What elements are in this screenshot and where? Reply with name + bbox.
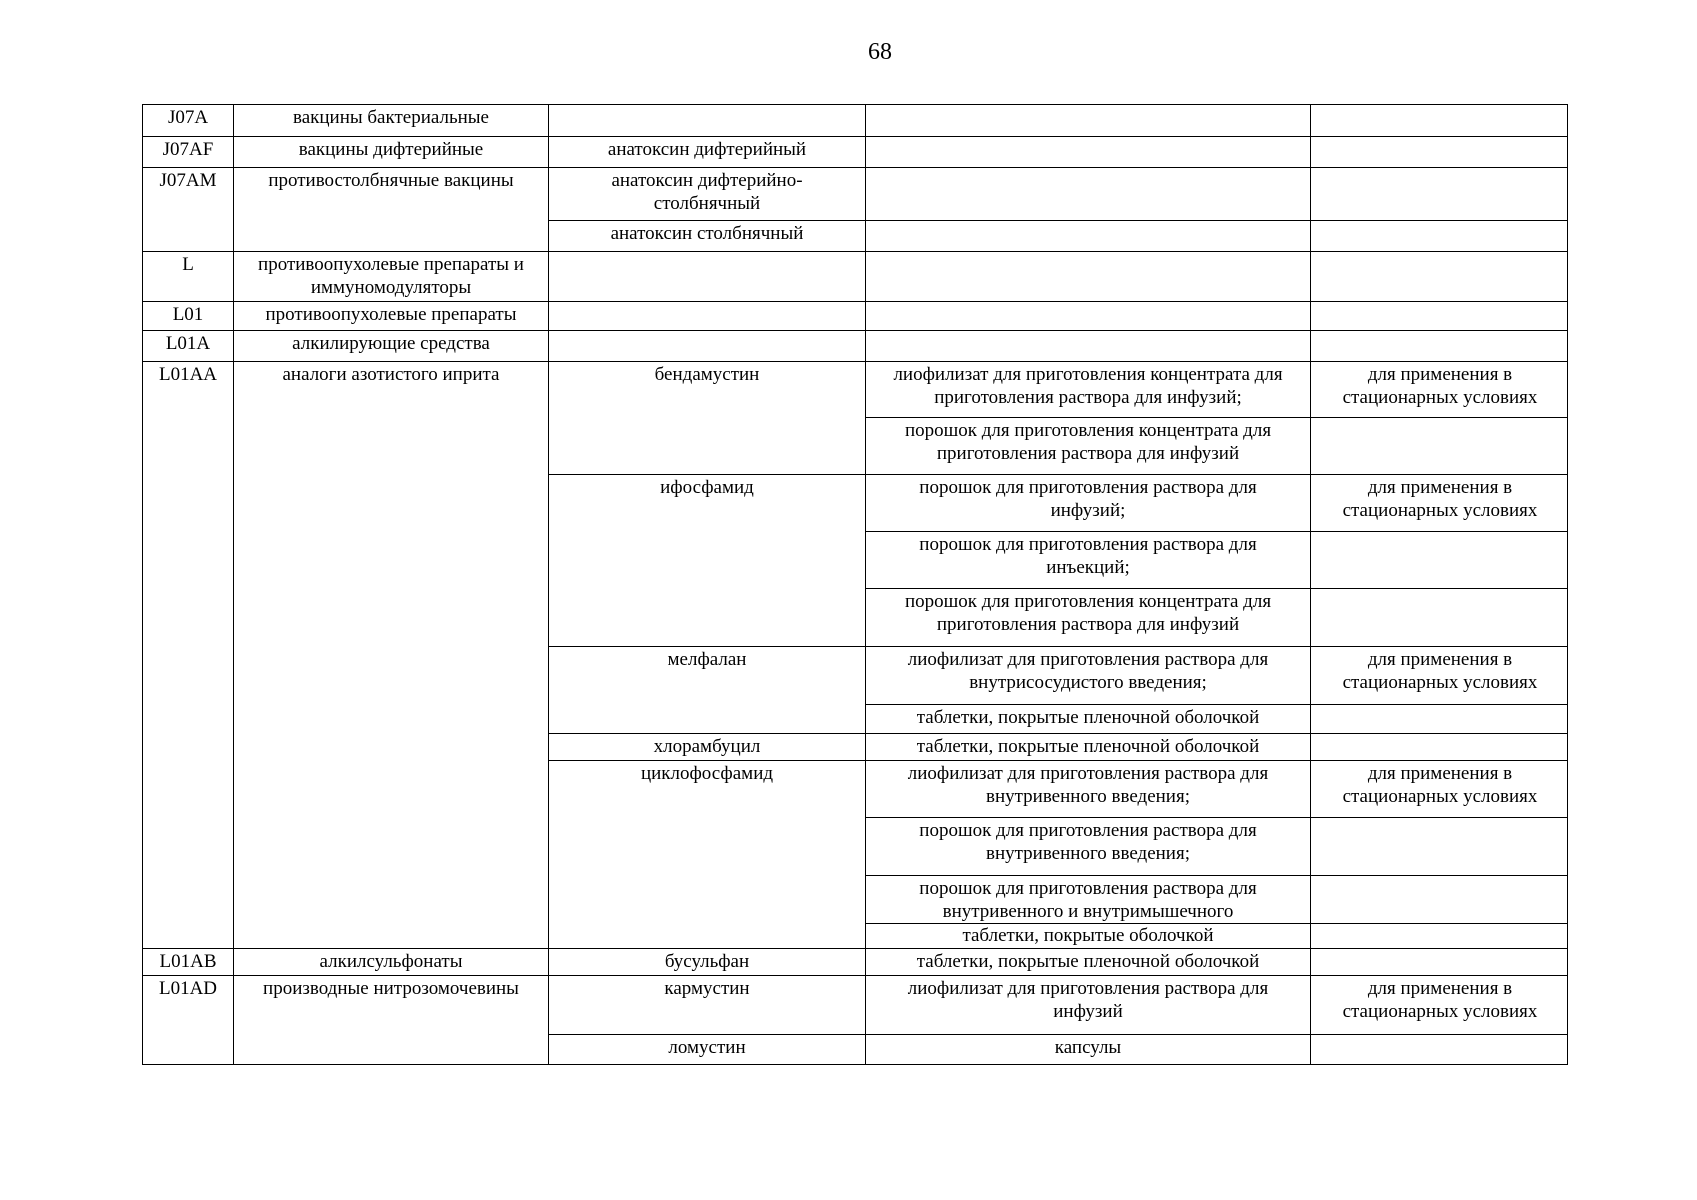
form-cell-empty xyxy=(866,302,1311,331)
note-cell-empty xyxy=(1311,252,1568,302)
note-cell-empty xyxy=(1311,734,1568,761)
form-cell-empty xyxy=(866,331,1311,362)
note-cell-empty xyxy=(1311,876,1568,924)
note-ifosfamide: для применения в стационарных условиях xyxy=(1311,475,1568,532)
atc-code-j07a: J07A xyxy=(143,105,234,137)
drug-name-bendamustine: бендамустин xyxy=(549,362,866,475)
form-cell-empty xyxy=(866,252,1311,302)
atc-code-j07af: J07AF xyxy=(143,137,234,168)
note-cell-empty xyxy=(1311,221,1568,252)
note-cell-empty xyxy=(1311,1035,1568,1065)
note-cell-empty xyxy=(1311,137,1568,168)
atc-code-l01: L01 xyxy=(143,302,234,331)
group-name-j07am: противостолбнячные вакцины xyxy=(234,168,549,252)
drug-name-melphalan: мелфалан xyxy=(549,647,866,734)
drug-name-chlorambucil: хлорамбуцил xyxy=(549,734,866,761)
form-cell-empty xyxy=(866,168,1311,221)
group-name-l: противоопухолевые препараты и иммуномодуляторы xyxy=(234,252,549,302)
drug-name-cyclophosphamide: циклофосфамид xyxy=(549,761,866,949)
note-cell-empty xyxy=(1311,331,1568,362)
note-cell-empty xyxy=(1311,949,1568,976)
drug-name-lomustine: ломустин xyxy=(549,1035,866,1065)
group-name-l01a: алкилирующие средства xyxy=(234,331,549,362)
group-name-l01: противоопухолевые препараты xyxy=(234,302,549,331)
group-name-l01ad: производные нитрозомочевины xyxy=(234,976,549,1065)
drug-name-diphtheria-tetanus-toxoid: анатоксин дифтерийно-столбнячный xyxy=(549,168,866,221)
form-cell-empty xyxy=(866,105,1311,137)
group-name-l01aa: аналоги азотистого иприта xyxy=(234,362,549,949)
atc-code-l01a: L01A xyxy=(143,331,234,362)
atc-code-l01ab: L01AB xyxy=(143,949,234,976)
drug-name-busulfan: бусульфан xyxy=(549,949,866,976)
atc-code-l01aa: L01AA xyxy=(143,362,234,949)
drug-name-carmustine: кармустин xyxy=(549,976,866,1035)
note-cyclophosphamide: для применения в стационарных условиях xyxy=(1311,761,1568,818)
form-carmustine-1: лиофилизат для приготовления раствора для инфузий xyxy=(866,976,1311,1035)
note-bendamustine: для применения в стационарных условиях xyxy=(1311,362,1568,418)
form-cell-empty xyxy=(866,137,1311,168)
drug-cell-empty xyxy=(549,252,866,302)
form-cyclophosphamide-4: таблетки, покрытые оболочкой xyxy=(866,924,1311,949)
note-cell-empty xyxy=(1311,589,1568,647)
form-ifosfamide-1: порошок для приготовления раствора для инфузий; xyxy=(866,475,1311,532)
note-cell-empty xyxy=(1311,705,1568,734)
group-name-j07af: вакцины дифтерийные xyxy=(234,137,549,168)
drug-name-ifosfamide: ифосфамид xyxy=(549,475,866,647)
drug-cell-empty xyxy=(549,331,866,362)
form-bendamustine-2: порошок для приготовления концентрата для приготовления раствора для инфузий xyxy=(866,418,1311,475)
drug-cell-empty xyxy=(549,105,866,137)
drug-name-tetanus-toxoid: анатоксин столбнячный xyxy=(549,221,866,252)
form-cyclophosphamide-2: порошок для приготовления раствора для внутривенного введения; xyxy=(866,818,1311,876)
form-cyclophosphamide-3: порошок для приготовления раствора для внутривенного и внутримышечного xyxy=(866,876,1311,924)
atc-code-l01ad: L01AD xyxy=(143,976,234,1065)
note-cell-empty xyxy=(1311,168,1568,221)
form-ifosfamide-2: порошок для приготовления раствора для инъекций; xyxy=(866,532,1311,589)
note-cell-empty xyxy=(1311,532,1568,589)
atc-code-j07am: J07AM xyxy=(143,168,234,252)
note-melphalan: для применения в стационарных условиях xyxy=(1311,647,1568,705)
atc-code-l: L xyxy=(143,252,234,302)
form-melphalan-1: лиофилизат для приготовления раствора для внутрисосудистого введения; xyxy=(866,647,1311,705)
form-cell-empty xyxy=(866,221,1311,252)
form-busulfan-1: таблетки, покрытые пленочной оболочкой xyxy=(866,949,1311,976)
group-name-j07a: вакцины бактериальные xyxy=(234,105,549,137)
page-number: 68 xyxy=(868,39,892,65)
drug-name-diphtheria-toxoid: анатоксин дифтерийный xyxy=(549,137,866,168)
form-cyclophosphamide-1: лиофилизат для приготовления раствора для внутривенного введения; xyxy=(866,761,1311,818)
note-cell-empty xyxy=(1311,302,1568,331)
form-chlorambucil-1: таблетки, покрытые пленочной оболочкой xyxy=(866,734,1311,761)
note-cell-empty xyxy=(1311,105,1568,137)
drug-cell-empty xyxy=(549,302,866,331)
form-melphalan-2: таблетки, покрытые пленочной оболочкой xyxy=(866,705,1311,734)
note-cell-empty xyxy=(1311,418,1568,475)
group-name-l01ab: алкилсульфонаты xyxy=(234,949,549,976)
medicines-table xyxy=(142,104,1568,1065)
form-bendamustine-1: лиофилизат для приготовления концентрата для приготовления раствора для инфузий; xyxy=(866,362,1311,418)
note-cell-empty xyxy=(1311,924,1568,949)
form-lomustine-1: капсулы xyxy=(866,1035,1311,1065)
note-cell-empty xyxy=(1311,818,1568,876)
form-ifosfamide-3: порошок для приготовления концентрата для приготовления раствора для инфузий xyxy=(866,589,1311,647)
note-carmustine: для применения в стационарных условиях xyxy=(1311,976,1568,1035)
